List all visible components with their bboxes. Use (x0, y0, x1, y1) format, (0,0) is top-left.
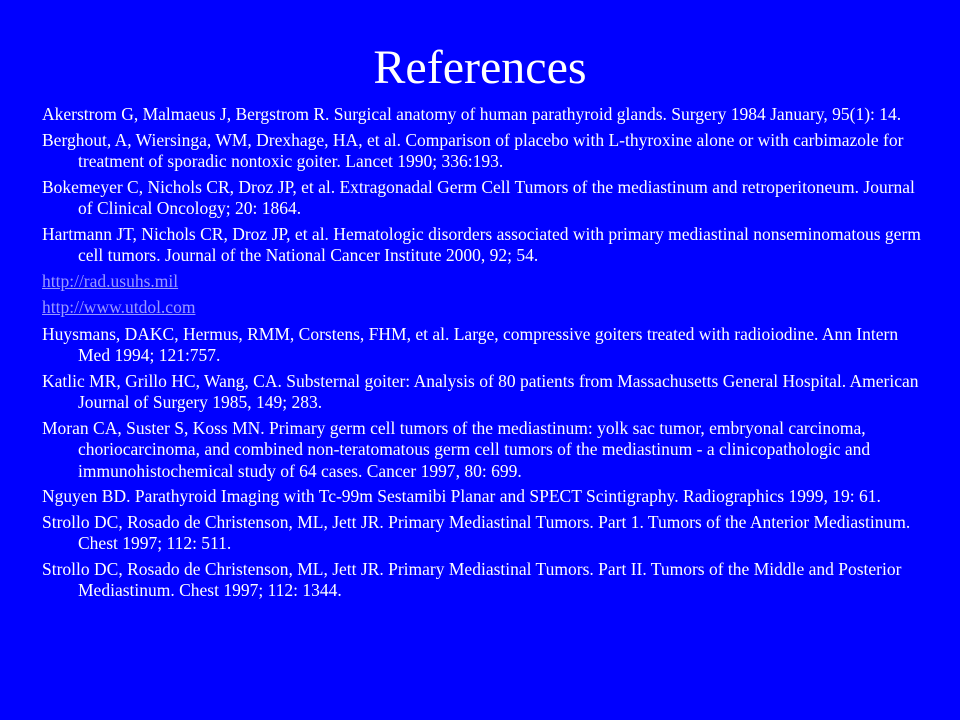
reference-item: Strollo DC, Rosado de Christenson, ML, Jett JR. Primary Mediastinal Tumors. Part II. Tumors of the Middle and Posterior Mediastinum. Chest 1997; 112: 1344. (42, 558, 902, 600)
reference-item: Moran CA, Suster S, Koss MN. Primary germ cell tumors of the mediastinum: yolk sac tumor, embryonal carcinoma, choriocarcinoma, and combined non-teratomatous germ cell tumors of the mediastinum - a clinicopathologic and immunohistochemical study of 64 cases. Cancer 1997, 80: 699. (42, 417, 871, 481)
reference-item: Huysmans, DAKC, Hermus, RMM, Corstens, FHM, et al. Large, compressive goiters treated with radioiodine. Ann Intern Med 1994; 121:757. (42, 323, 899, 365)
reference-item: Berghout, A, Wiersinga, WM, Drexhage, HA, et al. Comparison of placebo with L-thyroxine alone or with carbimazole for treatment of sporadic nontoxic goiter. Lancet 1990; 336:193. (42, 129, 904, 171)
reference-item: Hartmann JT, Nichols CR, Droz JP, et al. Hematologic disorders associated with primary mediastinal nonseminomatous germ cell tumors. Journal of the National Cancer Institute 2000, 92; 54. (42, 223, 921, 265)
reference-item: Bokemeyer C, Nichols CR, Droz JP, et al. Extragonadal Germ Cell Tumors of the mediastinum and retroperitoneum. Journal of Clinical Oncology; 20: 1864. (42, 176, 915, 218)
reference-item: Nguyen BD. Parathyroid Imaging with Tc-99m Sestamibi Planar and SPECT Scintigraphy. Radiographics 1999, 19: 61. (42, 486, 881, 506)
reference-link[interactable]: http://rad.usuhs.mil (42, 270, 179, 291)
reference-link[interactable]: http://www.utdol.com (42, 297, 196, 317)
reference-item: Katlic MR, Grillo HC, Wang, CA. Substernal goiter: Analysis of 80 patients from Massachusetts General Hospital. American Journal of Surgery 1985, 149; 283. (42, 370, 919, 412)
reference-item: Akerstrom G, Malmaeus J, Bergstrom R. Surgical anatomy of human parathyroid glands. Surgery 1984 January, 95(1): 14. (42, 104, 902, 124)
reference-list (42, 104, 922, 606)
slide-title: References (373, 41, 587, 94)
reference-item: Strollo DC, Rosado de Christenson, ML, Jett JR. Primary Mediastinal Tumors. Part 1. Tumors of the Anterior Mediastinum. Chest 1997; 112: 511. (42, 511, 911, 553)
